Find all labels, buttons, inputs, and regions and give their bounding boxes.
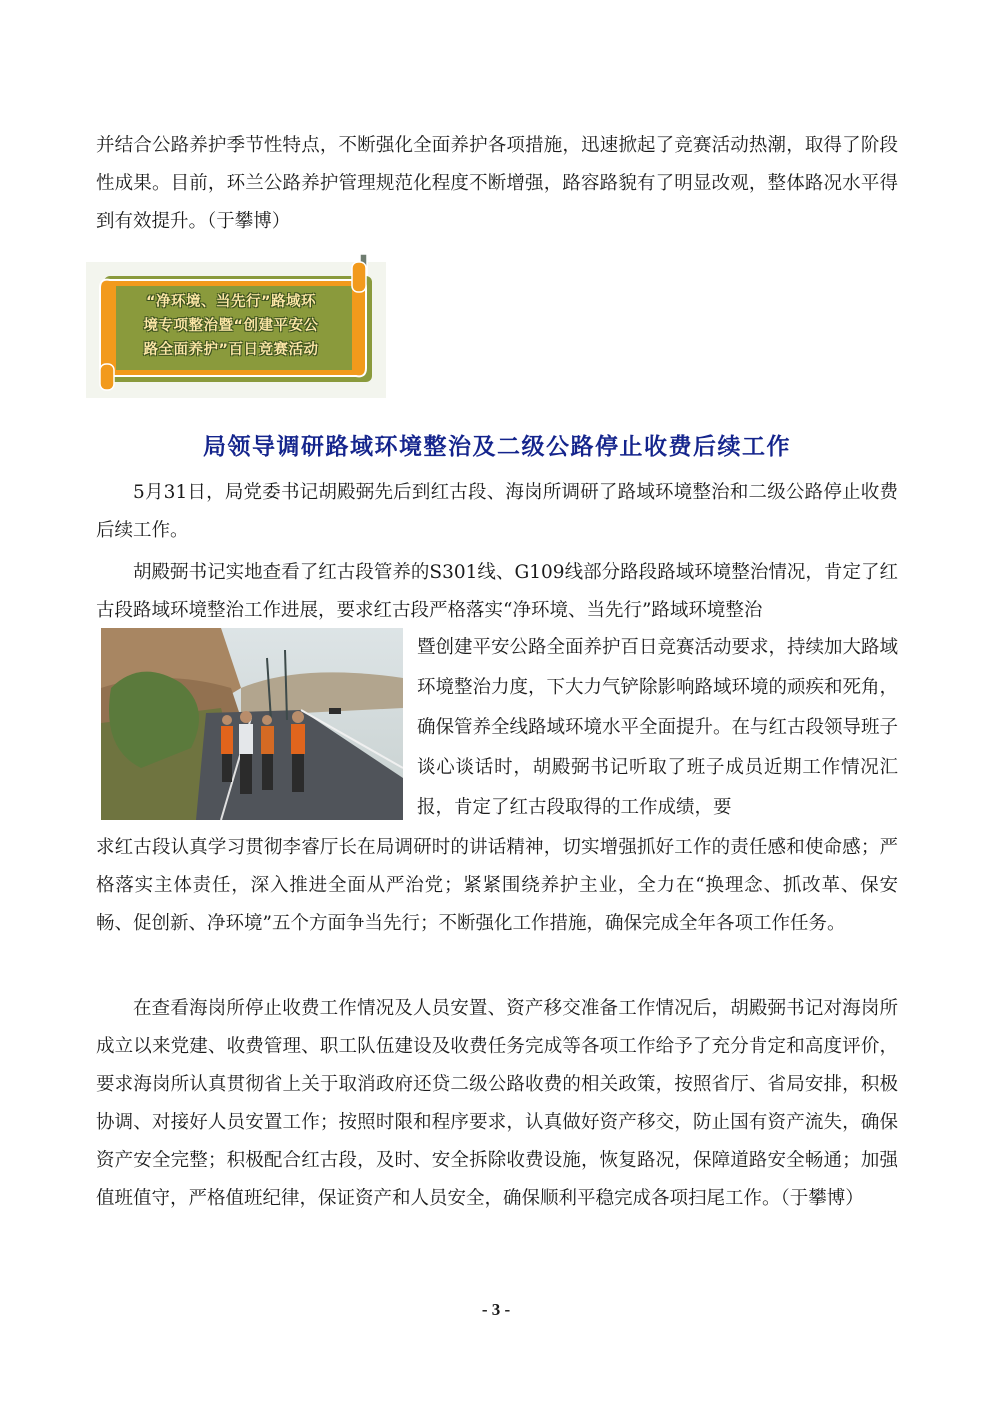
paragraph-2-bottom: 求红古段认真学习贯彻李睿厅长在局调研时的讲话精神，切实增强抓好工作的责任感和使命感；严格落实主体责任，深入推进全面从严治党；紧紧围绕养护主业，全力在“换理念、抓改革、保安畅、促创新、净环境”五个方面争当先行；不断强化工作措施，确保完成全年各项工作任务。: [96, 837, 898, 934]
banner-line-2: 境专项整治暨“创建平安公: [143, 318, 319, 334]
paragraph-3: 在查看海岗所停止收费工作情况及人员安置、资产移交准备工作情况后，胡殿弼书记对海岗所成立以来党建、收费管理、职工队伍建设及收费任务完成等各项工作给予了充分肯定和高度评价，要求海岗所认真贯彻省上关于取消政府还贷二级公路收费的相关政策，按照省厅、省局安排，积极协调、对接好人员安置工作；按照时限和程序要求，认真做好资产移交，防止国有资产流失，确保资产安全完整；积极配合红古段，及时、安全拆除收费设施，恢复路况，保障道路安全畅通；加强值班值守，严格值班纪律，保证资产和人员安全，确保顺利平稳完成各项扫尾工作。（于攀博）: [96, 998, 898, 1209]
paragraph-2-side: 暨创建平安公路全面养护百日竞赛活动要求，持续加大路域环境整治力度，下大力气铲除影响路域环境的顽疾和死角，确保管养全线路域环境水平全面提升。在与红古段领导班子谈心谈话时，胡殿弼书记听取了班子成员近期工作情况汇报，肯定了红古段取得的工作成绩，要: [417, 637, 899, 818]
page-number: - 3 -: [481, 1300, 511, 1319]
inspection-photo: [101, 628, 403, 820]
banner-line-3: 路全面养护”百日竞赛活动: [143, 342, 319, 358]
intro-paragraph: 并结合公路养护季节性特点，不断强化全面养护各项措施，迅速掀起了竞赛活动热潮，取得了阶段性成果。目前，环兰公路养护管理规范化程度不断增强，路容路貌有了明显改观，整体路况水平得到有效提升。（于攀博）: [96, 135, 898, 232]
paragraph-2-top: 胡殿弼书记实地查看了红古段管养的S301线、G109线部分路段路域环境整治情况，肯定了红古段路域环境整治工作进展，要求红古段严格落实“净环境、当先行”路域环境整治: [96, 562, 898, 621]
paragraph-1: 5月31日，局党委书记胡殿弼先后到红古段、海岗所调研了路域环境整治和二级公路停止收费后续工作。: [96, 482, 898, 541]
banner-line-1: “净环境、当先行”路域环: [145, 294, 317, 310]
article-title: 局领导调研路域环境整治及二级公路停止收费后续工作: [203, 434, 791, 460]
banner-caption: [118, 290, 344, 362]
